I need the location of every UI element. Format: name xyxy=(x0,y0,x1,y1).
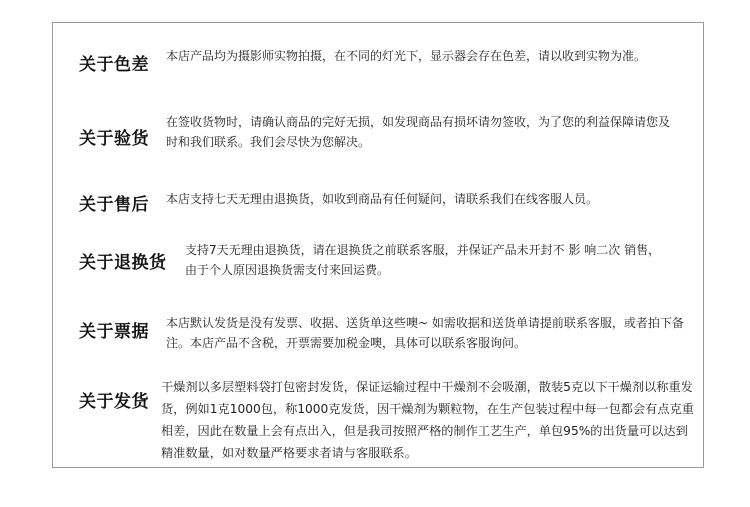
notice-title-returns: 关于退换货 xyxy=(79,253,167,273)
notice-title-invoice: 关于票据 xyxy=(79,322,149,342)
notice-title-after-sales: 关于售后 xyxy=(79,195,149,215)
notice-title-inspection: 关于验货 xyxy=(79,129,149,149)
notice-body-shipping: 干燥剂以多层塑料袋打包密封发货，保证运输过程中干燥剂不会吸潮，散装5克以下干燥剂以称重发货，例如1克1000包，称1000克发货，因干燥剂为颗粒物，在生产包装过程中每一包都会有点克重相差，因此在数量上会有点出入，但是我司按照严格的制作工艺生产，单包95%的出货量可以达到精准数量，如对数量严格要求者请与客服联系。 xyxy=(161,380,694,460)
notice-body-color: 本店产品均为摄影师实物拍摄，在不同的灯光下，显示器会存在色差，请以收到实物为准。 xyxy=(166,49,647,63)
notice-body-inspection: 在签收货物时，请确认商品的完好无损，如发现商品有损坏请勿签收，为了您的利益保障请您及时和我们联系。我们会尽快为您解决。 xyxy=(166,115,671,149)
notice-body-returns: 支持7天无理由退换货，请在退换货之前联系客服，并保证产品未开封不 影 响二次 销售， 由于个人原因退换货需支付来回运费。 xyxy=(185,243,661,277)
notice-body-invoice: 本店默认发货是没有发票、收据、送货单这些噢~ 如需收据和送货单请提前联系客服，或者拍下备注。本店产品不含税，开票需要加税金噢，具体可以联系客服询问。 xyxy=(166,316,684,350)
notice-body-after-sales: 本店支持七天无理由退换货，如收到商品有任何疑问，请联系我们在线客服人员。 xyxy=(166,192,599,206)
notice-title-color: 关于色差 xyxy=(79,55,149,75)
notice-title-shipping: 关于发货 xyxy=(79,392,149,412)
